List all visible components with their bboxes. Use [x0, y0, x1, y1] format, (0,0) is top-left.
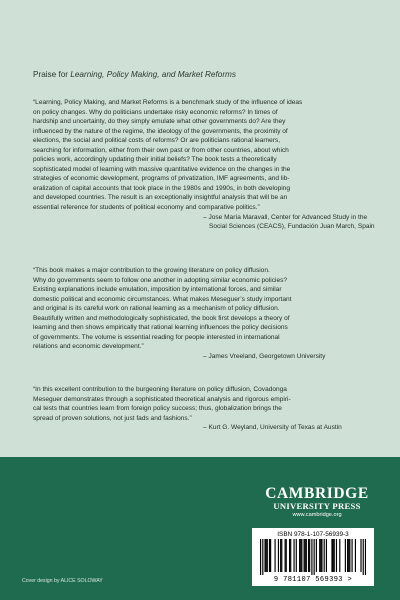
quote-line: and developed countries. The result is an exceptionally insightful analysis that will be an: [33, 194, 288, 202]
barcode-bar: [324, 539, 325, 572]
quote-maravall: [33, 98, 375, 232]
publisher-logo: [258, 486, 376, 519]
barcode-bar: [316, 539, 317, 572]
barcode-bar: [349, 539, 350, 572]
quote-vreeland: [33, 266, 369, 361]
praise-prefix: Praise for: [33, 70, 71, 79]
quote-line: essential reference for students of political economy and comparative politics.”: [33, 204, 260, 212]
barcode-bar: [269, 539, 270, 572]
quote-line: on policy changes. Why do politicians undertake risky economic reforms? In times of: [33, 108, 278, 116]
barcode-bar: [264, 539, 265, 572]
barcode-bar: [299, 539, 300, 572]
quote-line: spread of proven solutions, not just fads and fashions.”: [33, 414, 192, 422]
quote-line: of governments. The volume is essential reading for people interested in international: [33, 333, 280, 341]
barcode-bar: [275, 539, 276, 572]
isbn-label: ISBN 978-1-107-56939-3: [277, 531, 349, 538]
quote-line: “This book makes a major contribution to the growing literature on policy diffusion.: [33, 267, 270, 274]
quote-line: Existing explanations include emulation, imposition by international forces, and similar: [33, 286, 282, 294]
quote-line: learning and then shows empirically that rational learning influences the policy decisions: [33, 324, 288, 332]
barcode-bar: [319, 539, 320, 572]
quote-attribution: – Kurt G. Weyland, University of Texas at Austin: [203, 424, 342, 432]
barcode-bar: [314, 539, 315, 575]
quote-line: searching for information, either from their own past or from other countries, about which: [33, 146, 289, 154]
quote-line: cal tests that countries learn from foreign policy success; thus, globalization brings the: [33, 405, 282, 413]
quote-line: influenced by the nature of the regime, the ideology of the governments, the proximity of: [33, 127, 288, 135]
barcode-bar: [285, 539, 286, 572]
barcode-bar: [331, 539, 332, 572]
quote-line: Beautifully written and methodologically sophisticated, the book first develops a theory of: [33, 314, 290, 322]
barcode-bar: [348, 539, 349, 572]
quote-line: strategies of economic development, programs of privatization, IMF agreements, and lib-: [33, 175, 290, 183]
quote-attribution-affiliation: Social Sciences (CEACS), Fundación Juan March, Spain: [209, 223, 375, 231]
quote-line: policies work, accordingly updating their initial beliefs? The book tests a theoretically: [33, 156, 277, 164]
quote-line: Meseguer demonstrates through a sophisticated theoretical analysis and rigorous empiri-: [33, 395, 291, 403]
barcode-bar: [304, 539, 305, 572]
cover-design-credit: Cover design by ALICE SOLOWAY: [22, 578, 103, 584]
barcode-bar: [296, 539, 297, 572]
barcode-bar: [334, 539, 335, 572]
barcode-bar: [355, 539, 356, 572]
barcode-bar: [281, 539, 282, 572]
quote-line: Why do governments seem to follow one another in adopting similar economic policies?: [33, 276, 288, 284]
barcode-digits: 9 781107 569393 >: [273, 576, 353, 584]
quote-line: hardship and uncertainty, do they simply emulate what other governments do? Are they: [33, 118, 286, 126]
barcode-bar: [266, 539, 267, 572]
barcode-bar: [309, 539, 310, 572]
barcode-bar: [286, 539, 287, 572]
barcode-bar: [345, 539, 346, 572]
praise-heading: [33, 70, 373, 79]
barcode-bar: [293, 539, 294, 572]
barcode-bar: [289, 539, 290, 572]
barcode-bar: [306, 539, 307, 572]
barcode-bar: [262, 539, 263, 575]
barcode-bar: [300, 539, 301, 572]
barcode-bar: [321, 539, 322, 572]
barcode-bar: [267, 539, 268, 572]
barcode-panel: [252, 528, 374, 586]
barcode-bar: [326, 539, 327, 572]
quote-line: eralization of capital accounts that took place in the 1980s and 1990s, in both developing: [33, 184, 290, 192]
quote-line: domestic political and economic circumstances. What makes Meseguer’s study important: [33, 295, 292, 303]
publisher-url: www.cambridge.org: [292, 512, 342, 518]
quote-line: relations and economic development.”: [33, 343, 144, 351]
publisher-name: CAMBRIDGE: [265, 485, 369, 502]
barcode-bar: [336, 539, 337, 572]
barcode-bar: [339, 539, 340, 572]
quote-line: “Learning, Policy Making, and Market Reforms is a benchmark study of the influence of ideas: [33, 99, 303, 106]
barcode-bar: [360, 539, 361, 572]
barcode-bar: [365, 539, 366, 575]
barcode-bar: [260, 539, 261, 575]
barcode-bar: [305, 539, 306, 572]
quote-weyland: [33, 385, 369, 433]
quote-line: sophisticated model of learning with massive quantitative evidence on the changes in the: [33, 165, 291, 173]
barcode-bar: [278, 539, 279, 572]
barcode-bar: [320, 539, 321, 572]
barcode-bar: [351, 539, 352, 572]
barcode-bar: [311, 539, 312, 575]
quote-line: and original is its careful work on rational learning as a mechanism of policy diffusion.: [33, 305, 280, 313]
barcode-bar: [308, 539, 309, 572]
barcode-bar: [301, 539, 302, 572]
quote-attribution: – Jose María Maravall, Center for Advanced Study in the: [203, 213, 368, 221]
barcode-bar: [333, 539, 334, 572]
praise-book-title: Learning, Policy Making, and Market Reforms: [70, 70, 236, 79]
quote-attribution: – James Vreeland, Georgetown University: [203, 352, 326, 360]
barcode-bar: [363, 539, 364, 575]
publisher-subtitle: UNIVERSITY PRESS: [273, 501, 361, 511]
barcode-bar: [270, 539, 271, 572]
barcode-bar: [347, 539, 348, 572]
quote-line: elections, the social and political costs of reforms? Or are politicians rational learners,: [33, 137, 281, 145]
quote-line: “In this excellent contribution to the burgeoning literature on policy diffusion, Covadonga: [33, 386, 287, 393]
barcode-bar: [280, 539, 281, 572]
barcode-graphic: [260, 539, 366, 575]
barcode-bar: [290, 539, 291, 572]
